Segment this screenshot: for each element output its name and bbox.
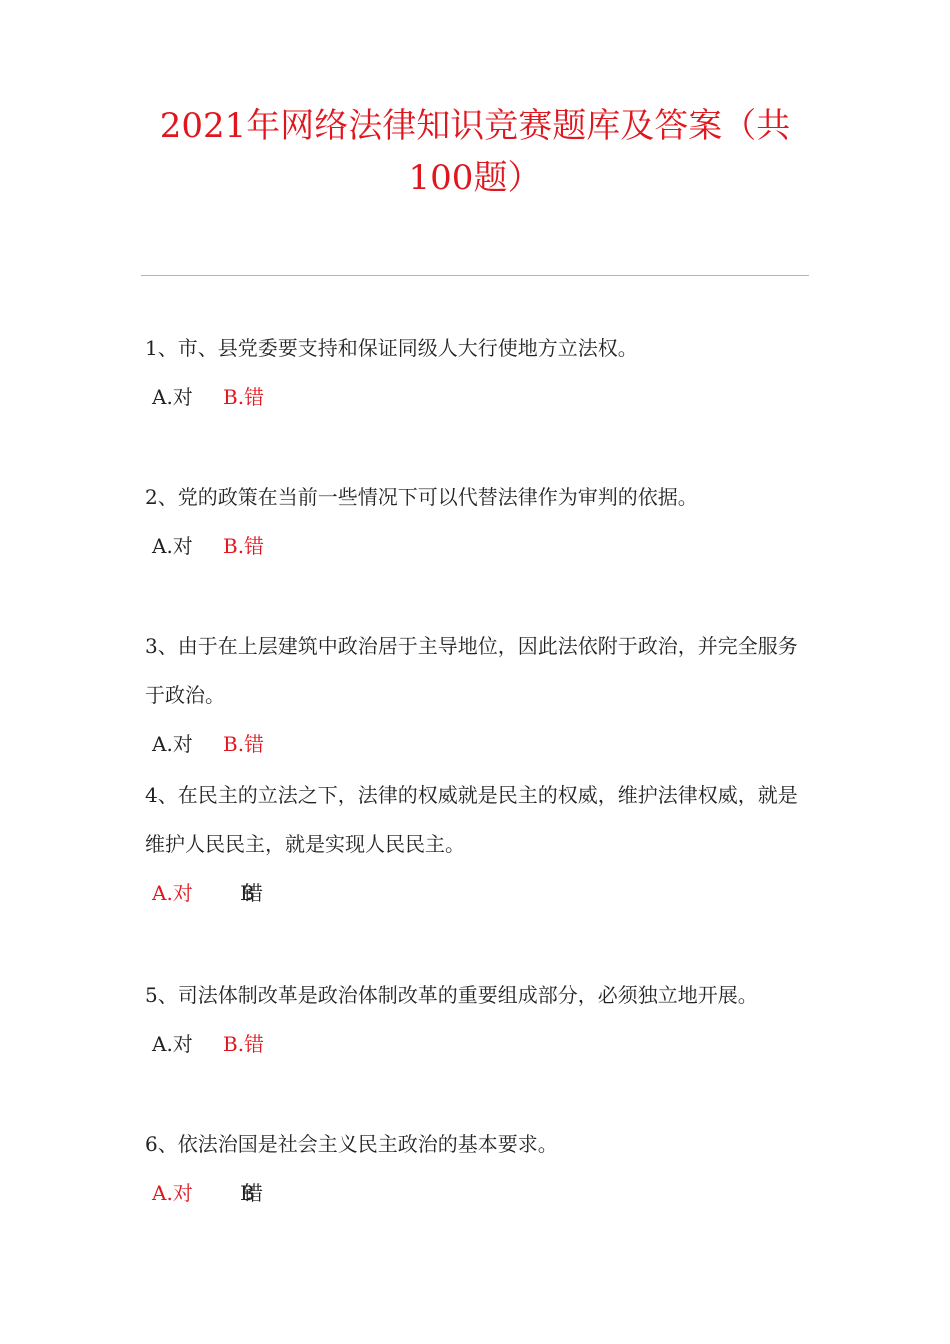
options-row <box>145 522 815 571</box>
question-text: 6、依法治国是社会主义民主政治的基本要求。 <box>145 1132 558 1156</box>
options-row <box>145 1169 815 1218</box>
title-line-1: 2021年网络法律知识竞赛题库及答案（共 <box>159 106 791 146</box>
option-b-correct: B.错 <box>223 1032 265 1056</box>
option-a-correct: A.对 <box>152 1181 193 1205</box>
option-a: A.对 <box>152 385 193 409</box>
option-a: A.对 <box>152 534 193 558</box>
options-row <box>145 373 815 422</box>
title-divider <box>141 275 809 276</box>
question-2 <box>145 473 815 571</box>
option-b: B.错 <box>240 881 255 905</box>
option-b-correct: B.错 <box>223 385 265 409</box>
option-a-correct: A.对 <box>152 881 193 905</box>
option-b-correct: B.错 <box>223 534 265 558</box>
title-line-2: 100题） <box>408 158 542 198</box>
options-row <box>145 869 815 918</box>
options-row <box>145 1020 815 1069</box>
question-4 <box>145 771 815 918</box>
document-title <box>100 100 850 204</box>
option-b: B.错 <box>240 1181 255 1205</box>
option-a: A.对 <box>152 732 193 756</box>
question-5 <box>145 971 815 1069</box>
question-text: 1、市、县党委要支持和保证同级人大行使地方立法权。 <box>145 336 638 360</box>
question-text: 2、党的政策在当前一些情况下可以代替法律作为审判的依据。 <box>145 485 698 509</box>
question-text: 3、由于在上层建筑中政治居于主导地位，因此法依附于政治，并完全服务于政治。 <box>145 634 798 707</box>
question-6 <box>145 1120 815 1218</box>
option-a: A.对 <box>152 1032 193 1056</box>
question-text: 5、司法体制改革是政治体制改革的重要组成部分，必须独立地开展。 <box>145 983 758 1007</box>
options-row <box>145 720 815 769</box>
question-text: 4、在民主的立法之下，法律的权威就是民主的权威，维护法律权威，就是维护人民民主，就是实现人民民主。 <box>145 783 798 856</box>
question-1 <box>145 324 815 422</box>
option-b-correct: B.错 <box>223 732 265 756</box>
question-3 <box>145 622 815 769</box>
